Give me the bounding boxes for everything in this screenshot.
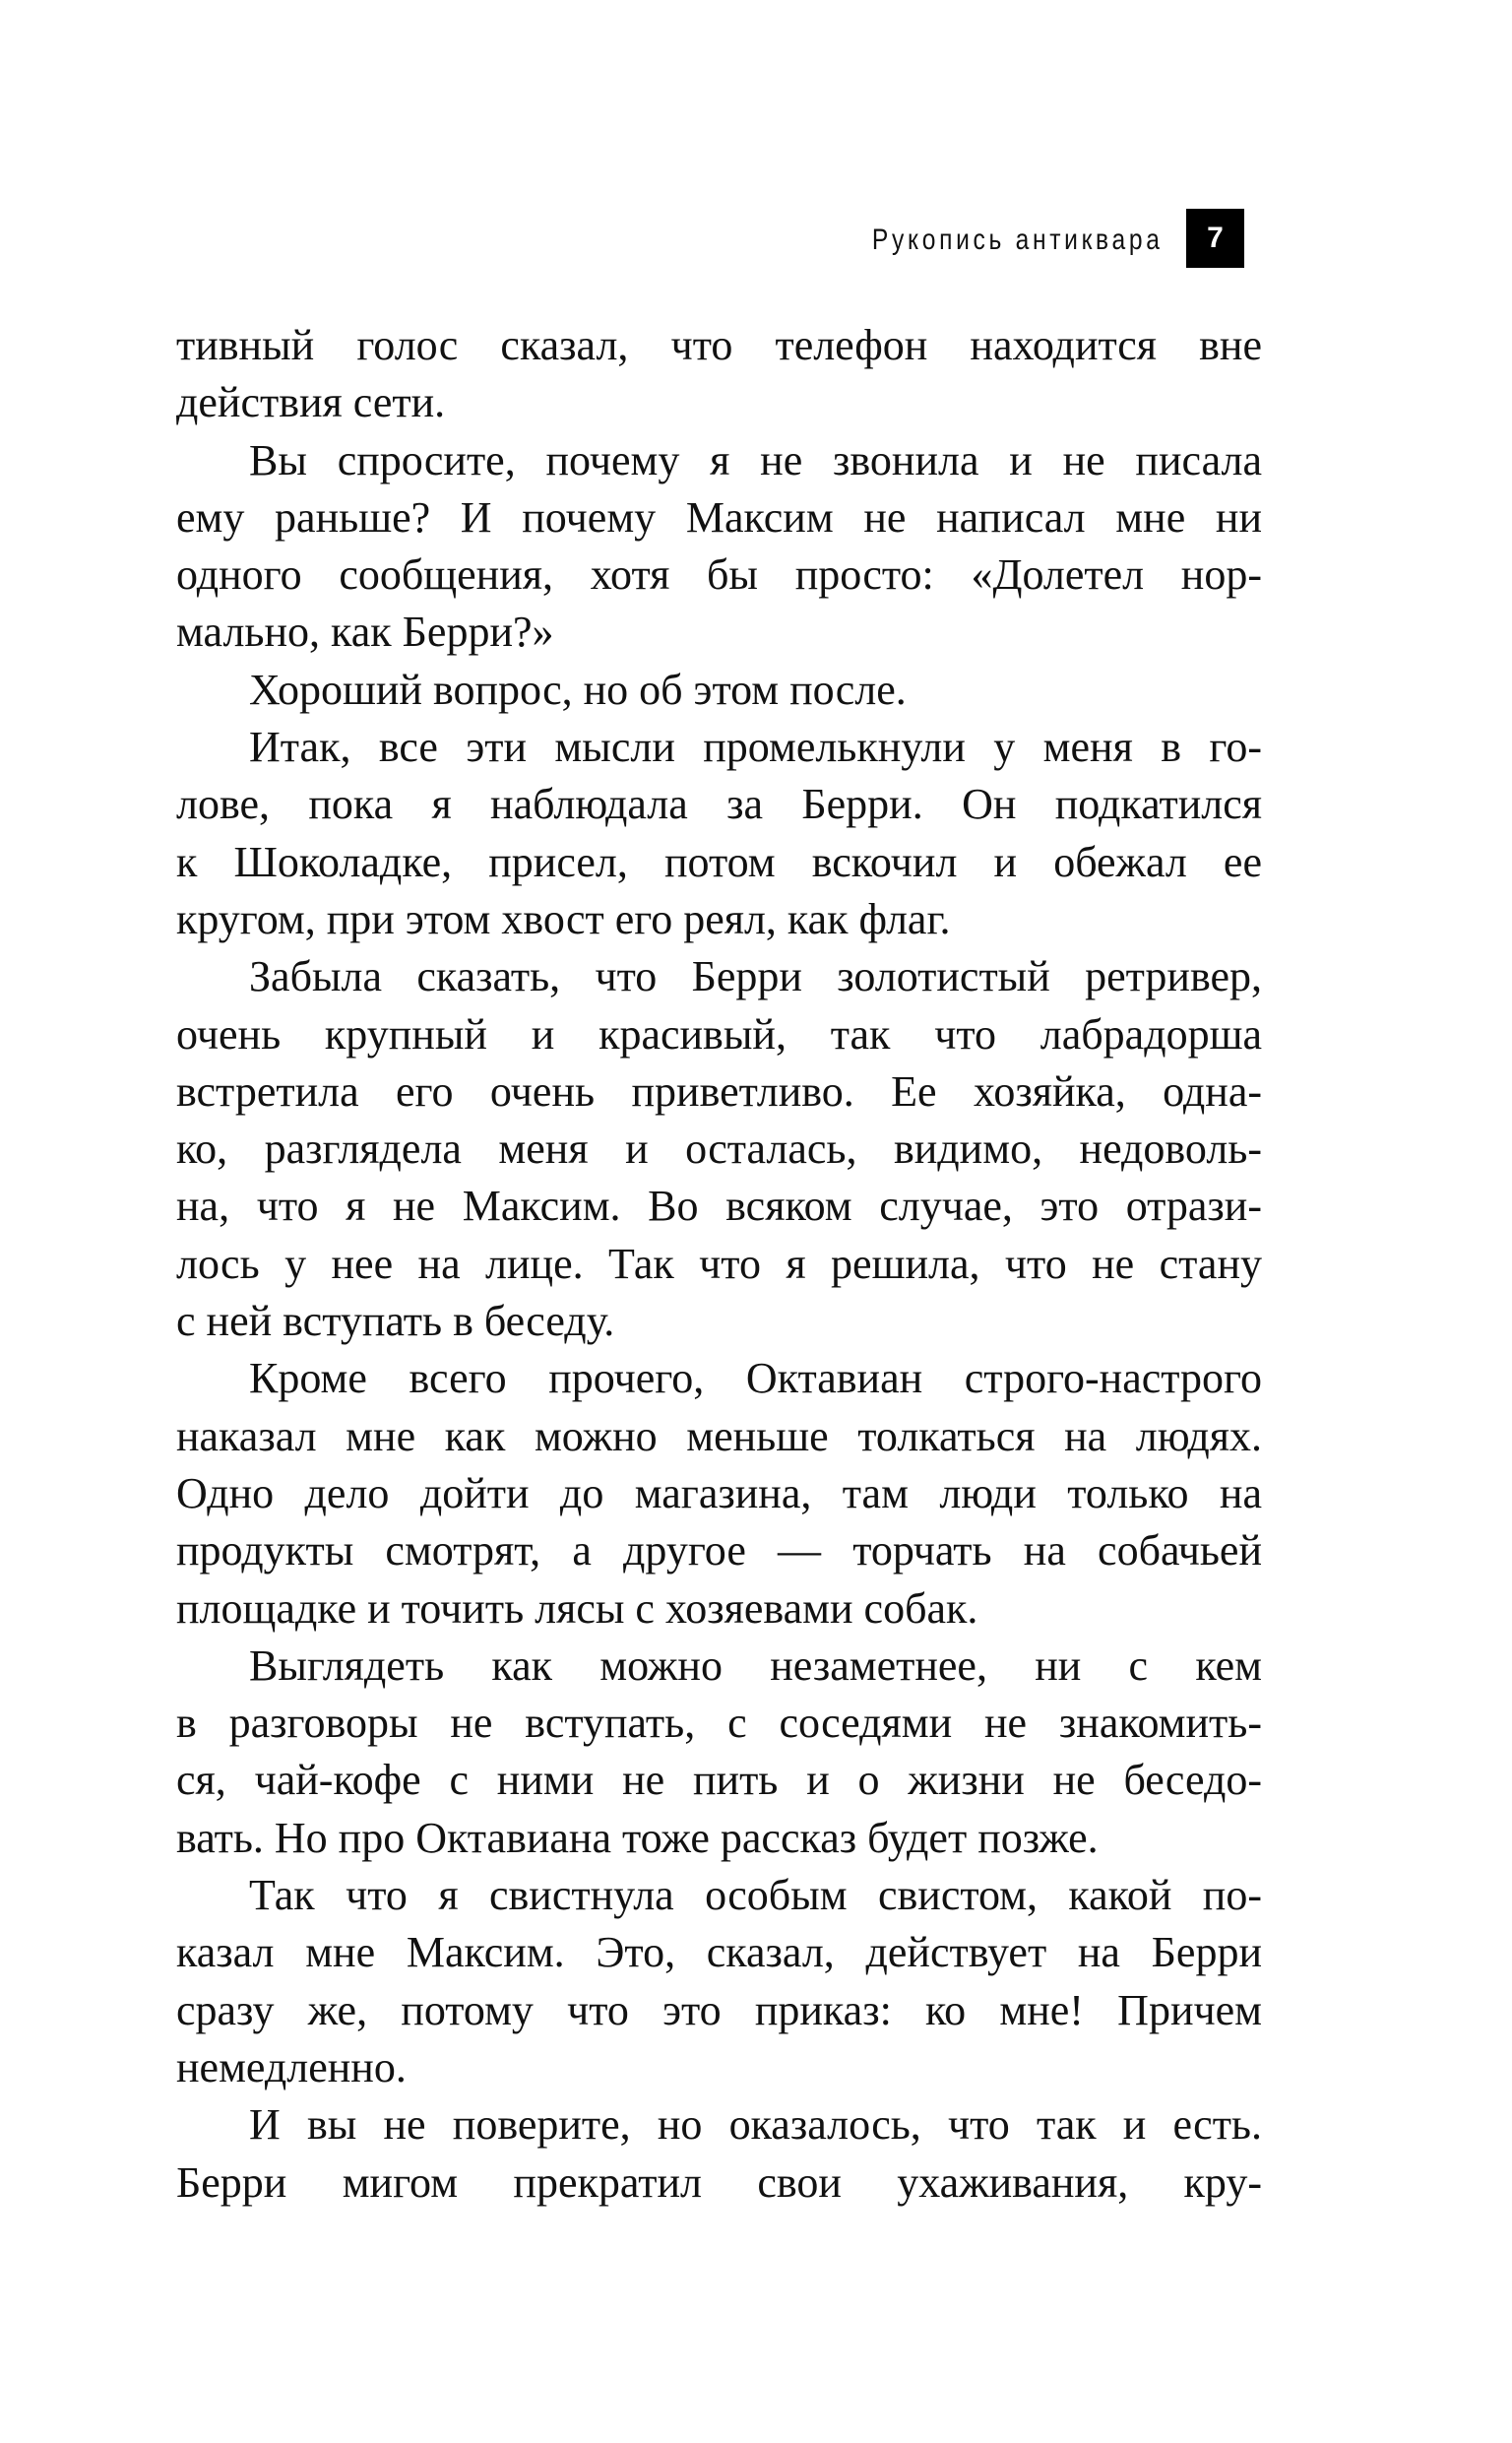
text-line: Итак, все эти мысли промелькнули у меня в го- <box>249 723 1262 772</box>
paragraph <box>176 1350 1262 1637</box>
text-line: наказал мне как можно меньше толкаться на людях. <box>176 1411 1262 1460</box>
text-line: ему раньше? И почему Максим не написал мне ни <box>176 492 1262 542</box>
paragraph <box>176 719 1262 948</box>
text-line: Так что я свистнула особым свистом, какой по- <box>249 1871 1262 1920</box>
text-line: мально, как Берри?» <box>176 608 554 657</box>
text-line: с ней вступать в беседу. <box>176 1297 615 1346</box>
text-line: в разговоры не вступать, с соседями не знакомить- <box>176 1699 1262 1748</box>
text-line: площадке и точить лясы с хозяевами собак. <box>176 1583 978 1633</box>
text-line: вать. Но про Октавиана тоже рассказ будет позже. <box>176 1813 1099 1862</box>
text-line: Забыла сказать, что Берри золотистый ретривер, <box>249 952 1262 1001</box>
text-line: ко, разглядела меня и осталась, видимо, недоволь- <box>176 1125 1262 1174</box>
text-line: казал мне Максим. Это, сказал, действует на Берри <box>176 1928 1262 1977</box>
text-line: И вы не поверите, но оказалось, что так и есть. <box>249 2100 1262 2150</box>
text-line: Вы спросите, почему я не звонила и не писала <box>249 435 1262 484</box>
paragraph <box>176 317 1262 432</box>
text-line: одного сообщения, хотя бы просто: «Долетел нор- <box>176 550 1262 600</box>
text-line: сразу же, потому что это приказ: ко мне! Причем <box>176 1985 1262 2034</box>
text-line: на, что я не Максим. Во всяком случае, это отрази- <box>176 1182 1262 1231</box>
text-line: Кроме всего прочего, Октавиан строго-настрого <box>249 1354 1262 1403</box>
text-line: Берри мигом прекратил свои ухаживания, кру- <box>176 2157 1262 2207</box>
text-line: Хороший вопрос, но об этом после. <box>249 665 907 714</box>
text-line: тивный голос сказал, что телефон находится вне <box>176 321 1262 369</box>
text-line: ся, чай-кофе с ними не пить и о жизни не беседо- <box>176 1756 1262 1805</box>
running-title: Рукопись антиквара <box>872 224 1164 256</box>
text-line: лось у нее на лице. Так что я решила, что не стану <box>176 1239 1262 1288</box>
text-line: Выглядеть как можно незаметнее, ни с кем <box>249 1640 1262 1690</box>
text-line: кругом, при этом хвост его реял, как флаг. <box>176 894 951 943</box>
text-line: встретила его очень приветливо. Ее хозяйка, одна- <box>176 1066 1262 1116</box>
text-line: лове, пока я наблюдала за Берри. Он подкатился <box>176 780 1262 829</box>
paragraph <box>176 1638 1262 1867</box>
paragraph <box>176 662 1262 719</box>
body-text <box>176 317 1262 2212</box>
paragraph <box>176 1867 1262 2096</box>
text-line: к Шоколадке, присел, потом вскочил и обежал ее <box>176 837 1262 886</box>
text-line: продукты смотрят, а другое — торчать на собачьей <box>176 1526 1262 1575</box>
text-line: Одно дело дойти до магазина, там люди только на <box>176 1468 1262 1517</box>
text-line: немедленно. <box>176 2042 407 2091</box>
paragraph <box>176 948 1262 1350</box>
text-line: очень крупный и красивый, так что лабрадорша <box>176 1009 1262 1059</box>
text-line: действия сети. <box>176 378 446 427</box>
paragraph <box>176 2096 1262 2212</box>
page-number: 7 <box>1186 209 1244 268</box>
paragraph <box>176 432 1262 662</box>
